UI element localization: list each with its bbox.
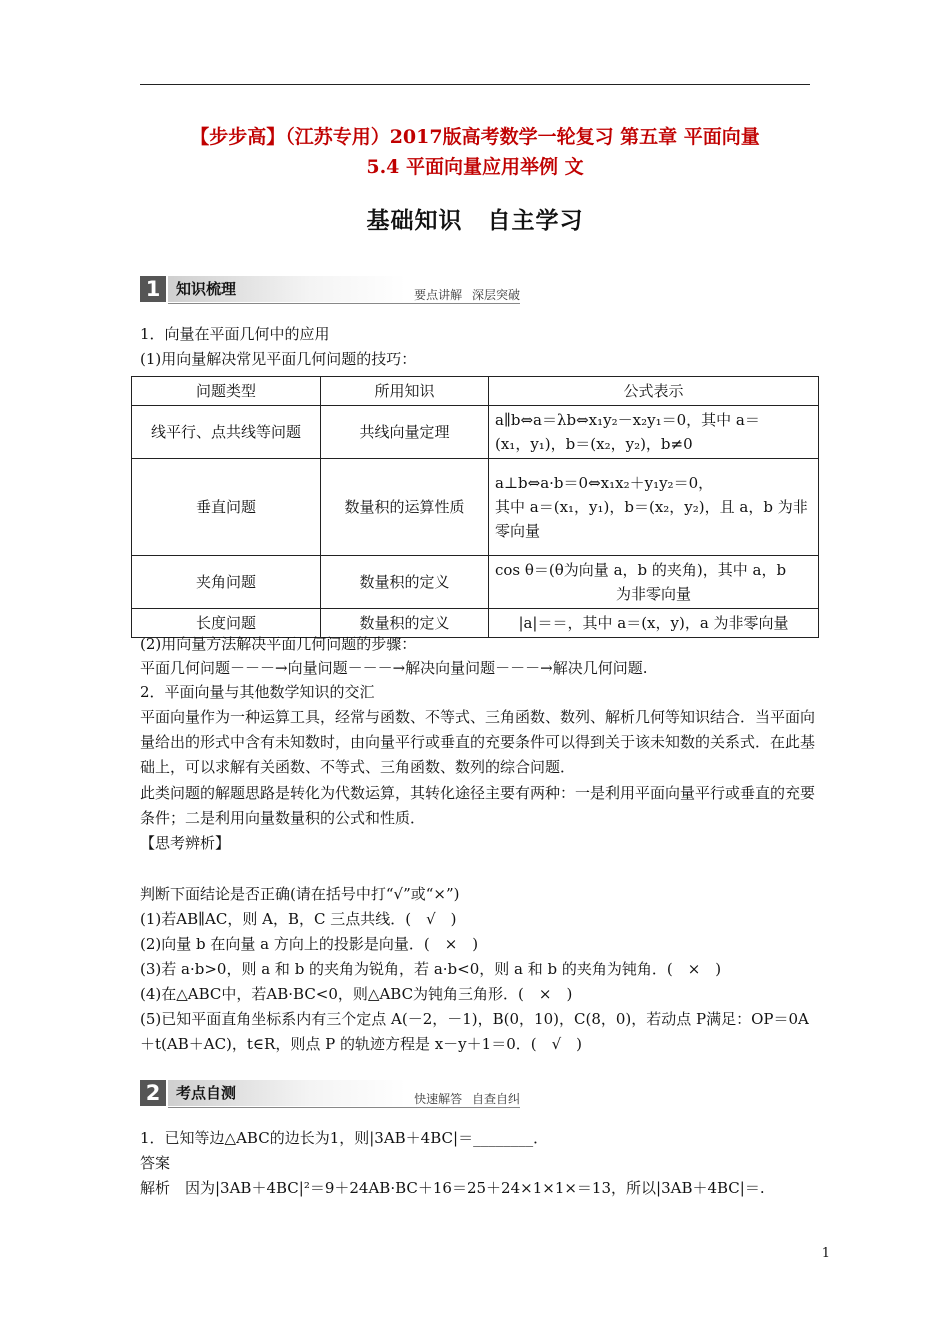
analysis: 解析 因为|3AB＋4BC|²＝9＋24AB·BC＋16＝25＋24×1×1×＝13，所以|3AB＋4BC|＝. [140, 1179, 765, 1197]
answer-label: 答案 [140, 1154, 171, 1172]
section-subheading: 基础知识 自主学习 [366, 207, 584, 234]
table-header-cell: 公式表示 [489, 377, 819, 406]
section-number: 1 [140, 276, 166, 302]
table-row [132, 406, 819, 459]
table-cell-formula [489, 459, 819, 556]
formula-line: a∥b⇔a＝λb⇔x₁y₂－x₂y₁＝0，其中 a＝ [495, 411, 760, 429]
section-number: 2 [140, 1080, 166, 1106]
formula-line: a⊥b⇔a·b＝0⇔x₁x₂＋y₁y₂＝0， [495, 474, 714, 492]
header-rule [140, 84, 810, 85]
table-cell-formula: |a|＝＝，其中 a＝(x，y)，a 为非零向量 [489, 609, 819, 638]
table-cell-knowledge: 数量积的运算性质 [321, 459, 489, 556]
section-tagline: 要点讲解 深层突破 [414, 288, 520, 302]
document-title [140, 122, 810, 182]
judge-item: (3)若 a·b>0，则 a 和 b 的夹角为锐角，若 a·b<0，则 a 和 b 的夹角为钝角．( × ) [140, 960, 722, 978]
title-line-1: 【步步高】（江苏专用）2017版高考数学一轮复习 第五章 平面向量 [190, 126, 760, 148]
formula-line: 其中 a＝(x₁，y₁)，b＝(x₂，y₂)，且 a，b 为非 [495, 498, 808, 516]
table-cell-knowledge: 数量积的定义 [321, 609, 489, 638]
item1-steps: 平面几何问题－－－→向量问题－－－→解决向量问题－－－→解决几何问题. [140, 659, 648, 677]
table-cell-type: 垂直问题 [132, 459, 321, 556]
table-cell-type: 夹角问题 [132, 556, 321, 609]
formula-line: (x₁，y₁)，b＝(x₂，y₂)，b≠0 [495, 435, 693, 453]
section-underline [168, 1107, 520, 1108]
item2-paragraph-1: 平面向量作为一种运算工具，经常与函数、不等式、三角函数、数列、解析几何等知识结合．当平面向量给出的形式中含有未知数时，由向量平行或垂直的充要条件可以得到关于该未知数的关系式．在此基础上，可以求解有关函数、不等式、三角函数、数列的综合问题． [140, 708, 816, 776]
think-title: 【思考辨析】 [140, 834, 231, 852]
formula-table [131, 376, 819, 638]
page-number: 1 [821, 1246, 830, 1261]
formula-line: cos θ＝(θ为向量 a，b 的夹角)，其中 a，b [495, 561, 787, 579]
table-cell-formula [489, 406, 819, 459]
judge-item: (1)若AB∥AC，则 A，B，C 三点共线．( √ ) [140, 910, 457, 928]
section-label: 考点自测 [168, 1080, 406, 1106]
table-cell-knowledge: 数量积的定义 [321, 556, 489, 609]
section-label: 知识梳理 [168, 276, 406, 302]
judge-item: (4)在△ABC中，若AB·BC<0，则△ABC为钝角三角形．( × ) [140, 985, 573, 1003]
table-row [132, 459, 819, 556]
table-cell-type: 长度问题 [132, 609, 321, 638]
item1-sub1: (1)用向量解决常见平面几何问题的技巧： [140, 350, 417, 368]
table-header-cell: 问题类型 [132, 377, 321, 406]
judge-item: (2)向量 b 在向量 a 方向上的投影是向量．( × ) [140, 935, 479, 953]
formula-line: 零向量 [495, 522, 541, 540]
judge-item: ＋t(AB＋AC)，t∈R，则点 P 的轨迹方程是 x－y＋1＝0．( √ ) [140, 1035, 583, 1053]
table-cell-knowledge: 共线向量定理 [321, 406, 489, 459]
table-header-row [132, 377, 819, 406]
section-banner-self-test [140, 1080, 520, 1106]
item2-title: 2．平面向量与其他数学知识的交汇 [140, 683, 375, 701]
section-underline [168, 303, 520, 304]
item2-paragraph-2: 此类问题的解题思路是转化为代数运算，其转化途径主要有两种：一是利用平面向量平行或垂直的充要条件；二是利用向量数量积的公式和性质． [140, 784, 816, 827]
question-1: 1．已知等边△ABC的边长为1，则|3AB＋4BC|＝________． [140, 1129, 549, 1147]
formula-line: 为非零向量 [615, 585, 691, 603]
section-tagline: 快速解答 自查自纠 [414, 1092, 520, 1106]
section-banner-knowledge [140, 276, 520, 302]
table-header-cell: 所用知识 [321, 377, 489, 406]
table-cell-type: 线平行、点共线等问题 [132, 406, 321, 459]
item1-title: 1．向量在平面几何中的应用 [140, 325, 330, 343]
title-line-2: 5.4 平面向量应用举例 文 [366, 156, 584, 178]
item1-sub2: (2)用向量方法解决平面几何问题的步骤： [140, 635, 417, 653]
table-cell-formula [489, 556, 819, 609]
judge-item: (5)已知平面直角坐标系内有三个定点 A(－2，－1)，B(0，10)，C(8，0)，若动点 P满足：OP＝0A [140, 1010, 809, 1028]
table-row [132, 556, 819, 609]
judge-intro: 判断下面结论是否正确(请在括号中打“√”或“×”) [140, 885, 460, 903]
